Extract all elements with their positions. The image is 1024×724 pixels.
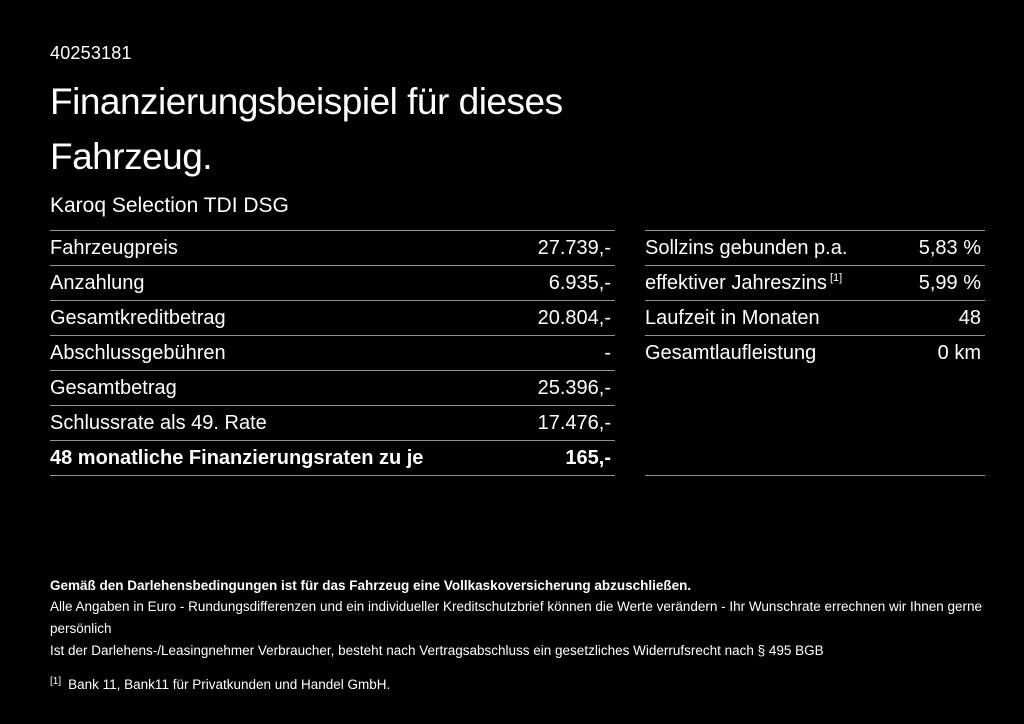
table-row	[645, 300, 985, 335]
table-row	[50, 405, 615, 440]
row-label: Anzahlung	[50, 272, 145, 294]
footnote-text: Bank 11, Bank11 für Privatkunden und Handel GmbH.	[68, 677, 391, 692]
row-value: 20.804,-	[537, 307, 611, 329]
footnote-reference: [1]	[829, 272, 843, 285]
row-label: Fahrzeugpreis	[50, 237, 178, 259]
table-row	[645, 230, 985, 265]
row-value: 6.935,-	[548, 272, 611, 294]
row-label: Gesamtlaufleistung	[645, 342, 817, 364]
footnote-marker: [1]	[50, 675, 62, 687]
row-value: 5,83 %	[918, 237, 981, 259]
page-title: Finanzierungsbeispiel für dieses Fahrzeug.	[50, 81, 563, 177]
row-value: 17.476,-	[537, 412, 611, 434]
vehicle-id: 40253181	[50, 43, 132, 63]
row-value: 48	[958, 307, 981, 329]
table-row	[50, 230, 615, 265]
table-row-monthly-rate	[50, 440, 615, 475]
row-label-text: effektiver Jahreszins	[645, 272, 827, 294]
disclaimer-line-2: Ist der Darlehens-/Leasingnehmer Verbraucher, besteht nach Vertragsabschluss ein gesetzliches Widerrufsrecht nach § 495 BGB	[50, 643, 824, 658]
financing-conditions-table	[645, 230, 985, 476]
financing-tables	[50, 230, 985, 476]
row-value: 5,99 %	[918, 272, 981, 294]
row-value: 0 km	[937, 342, 981, 364]
table-row	[645, 335, 985, 370]
table-row	[50, 265, 615, 300]
row-label: Sollzins gebunden p.a.	[645, 237, 848, 259]
row-label: Laufzeit in Monaten	[645, 307, 820, 329]
disclaimer-line-1: Alle Angaben in Euro - Rundungsdifferenzen und ein individueller Kreditschutzbrief können die Werte verändern - Ihr Wunschrate errechnen wir Ihnen gerne persönlich	[50, 599, 983, 636]
row-label: 48 monatliche Finanzierungsraten zu je	[50, 447, 424, 469]
legal-footer	[50, 576, 985, 694]
insurance-note: Gemäß den Darlehensbedingungen ist für das Fahrzeug eine Vollkaskoversicherung abzuschließen.	[50, 578, 692, 593]
financing-cost-table	[50, 230, 615, 476]
vehicle-model: Karoq Selection TDI DSG	[50, 194, 289, 217]
row-label: Schlussrate als 49. Rate	[50, 412, 267, 434]
table-row	[50, 300, 615, 335]
table-row	[50, 335, 615, 370]
row-value: 165,-	[565, 447, 611, 469]
row-value: 25.396,-	[537, 377, 611, 399]
row-label: Gesamtkreditbetrag	[50, 307, 226, 329]
row-label: Gesamtbetrag	[50, 377, 177, 399]
table-row	[645, 265, 985, 300]
row-label	[645, 271, 842, 295]
row-value: 27.739,-	[537, 237, 611, 259]
row-value: -	[604, 342, 611, 364]
bank-footnote	[50, 676, 985, 694]
row-label: Abschlussgebühren	[50, 342, 226, 364]
table-row	[50, 370, 615, 405]
